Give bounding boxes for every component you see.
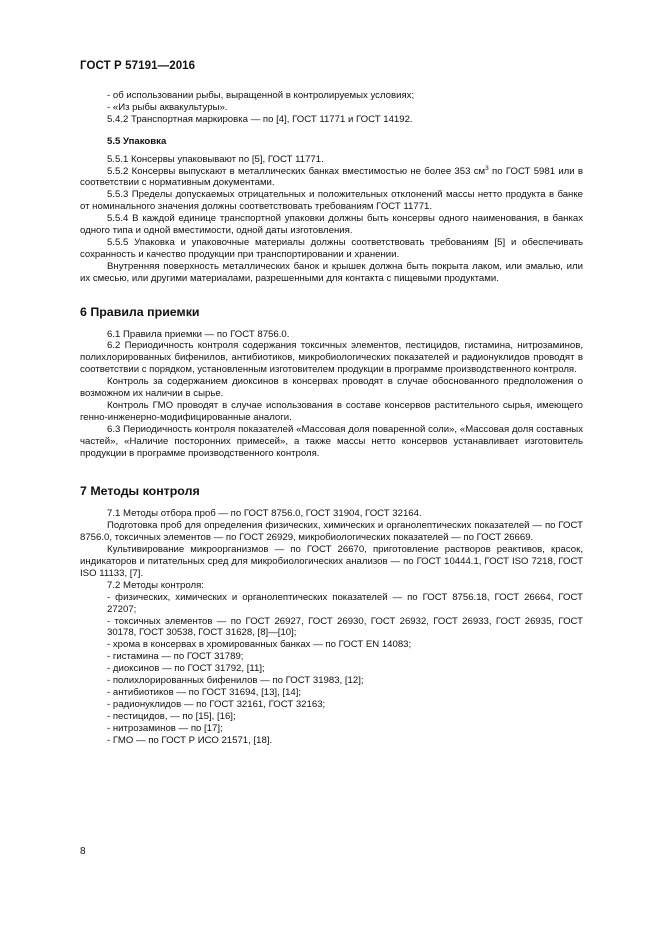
section-title-7: 7 Методы контроля	[80, 484, 200, 499]
paragraph-6-1: 6.1 Правила приемки — по ГОСТ 8756.0.	[107, 328, 290, 340]
method-list-item: - физических, химических и органолептических показателей — по ГОСТ 8756.18, ГОСТ 26664, ГОСТ 27207;	[107, 591, 583, 615]
subsection-title-5-5: 5.5 Упаковка	[107, 135, 167, 147]
paragraph-7-2: 7.2 Методы контроля:	[107, 579, 204, 591]
method-list-item: - токсичных элементов — по ГОСТ 26927, ГОСТ 26930, ГОСТ 26932, ГОСТ 26933, ГОСТ 26935, ГОСТ 30178, ГОСТ 30538, ГОСТ 31628, [8]—[10];	[107, 615, 583, 639]
method-list-item: - ГМО — по ГОСТ Р ИСО 21571, [18].	[107, 734, 273, 746]
paragraph-inner-surface: Внутренняя поверхность металлических банок и крышек должна быть покрыта лаком, или эмалью, или их смесью, или другими материалами, разрешенными для контакта с пищевыми продуктами.	[80, 260, 583, 284]
paragraph-cultivation: Культивирование микроорганизмов — по ГОСТ 26670, приготовление растворов реактивов, красок, индикаторов и питательных сред для микробиологических анализов — по ГОСТ 10444.1, ГОСТ ISO 7218, ГОСТ ISO 11133, [7].	[80, 544, 583, 579]
paragraph-5-5-3: 5.5.3 Пределы допускаемых отрицательных и положительных отклонений массы нетто продукта в банке от номинального значения должны соответствовать требованиям ГОСТ 11771.	[80, 189, 583, 213]
method-list-item: - радионуклидов — по ГОСТ 32161, ГОСТ 32163;	[107, 698, 326, 710]
page-body	[80, 90, 583, 747]
paragraph-5-5-2-end: по ГОСТ 5981 или в соответствии с нормативным документами.	[80, 165, 584, 189]
paragraph-5-5-2	[80, 166, 583, 190]
paragraph-sample-prep: Подготовка проб для определения физических, химических и органолептических показателей — по ГОСТ 8756.0, токсичных элементов — по ГОСТ 26929, микробиологических показателей — по ГОСТ 26669.	[80, 520, 583, 544]
method-list-item: - пестицидов, — по [15], [16];	[107, 710, 236, 722]
document-header: ГОСТ Р 57191—2016	[80, 60, 196, 72]
paragraph-5-5-2-start: 5.5.2 Консервы выпускают в металлических банках вместимостью не более 353 см	[107, 165, 486, 177]
page-number: 8	[80, 846, 86, 857]
paragraph-5-4-2: 5.4.2 Транспортная маркировка — по [4], ГОСТ 11771 и ГОСТ 14192.	[107, 113, 413, 125]
method-list-item: - гистамина — по ГОСТ 31789;	[107, 651, 244, 663]
paragraph-dioxin-control: Контроль за содержанием диоксинов в консервах проводят в случае обоснованного предположения о возможном их наличии в сырье.	[80, 376, 583, 400]
section-title-6: 6 Правила приемки	[80, 304, 200, 319]
list-item: - об использовании рыбы, выращенной в контролируемых условиях;	[107, 90, 415, 101]
method-list-item: - хрома в консервах в хромированных банках — по ГОСТ EN 14083;	[107, 639, 412, 651]
list-item: - «Из рыбы аквакультуры».	[107, 101, 228, 113]
method-list-item: - диоксинов — по ГОСТ 31792, [11];	[107, 663, 265, 675]
paragraph-7-1: 7.1 Методы отбора проб — по ГОСТ 8756.0, ГОСТ 31904, ГОСТ 32164.	[107, 508, 422, 520]
paragraph-6-2: 6.2 Периодичность контроля содержания токсичных элементов, пестицидов, гистамина, нитрозаминов, полихлорированных бифенилов, антибиотиков, микробиологических показателей и радионуклидов проводят в соответствии с порядком, установленным изготовителем продукции в программе производственного контроля.	[80, 340, 583, 376]
method-list-item: - полихлорированных бифенилов — по ГОСТ 31983, [12];	[107, 675, 364, 687]
paragraph-5-5-1: 5.5.1 Консервы упаковывают по [5], ГОСТ 11771.	[107, 153, 324, 165]
paragraph-6-3: 6.3 Периодичность контроля показателей «Массовая доля поваренной соли», «Массовая доля составных частей», «Наличие посторонних примесей», а также массы нетто консервов устанавливает изготовитель продукции в программе производственного контроля.	[80, 423, 583, 459]
method-list-item: - нитрозаминов — по [17];	[107, 722, 223, 734]
paragraph-5-5-5: 5.5.5 Упаковка и упаковочные материалы должны соответствовать требованиям [5] и обеспечивать сохранность и качество продукции при транспортировании и хранении.	[80, 236, 583, 260]
paragraph-5-5-4: 5.5.4 В каждой единице транспортной упаковки должны быть консервы одного наименования, в банках одного типа и одной вместимости, одной даты изготовления.	[80, 213, 583, 237]
paragraph-gmo-control: Контроль ГМО проводят в случае использования в составе консервов растительного сырья, имеющего генно-инженерно-модифицированные аналоги.	[80, 399, 583, 423]
superscript-cube: 3	[485, 164, 489, 172]
method-list-item: - антибиотиков — по ГОСТ 31694, [13], [14];	[107, 686, 302, 698]
